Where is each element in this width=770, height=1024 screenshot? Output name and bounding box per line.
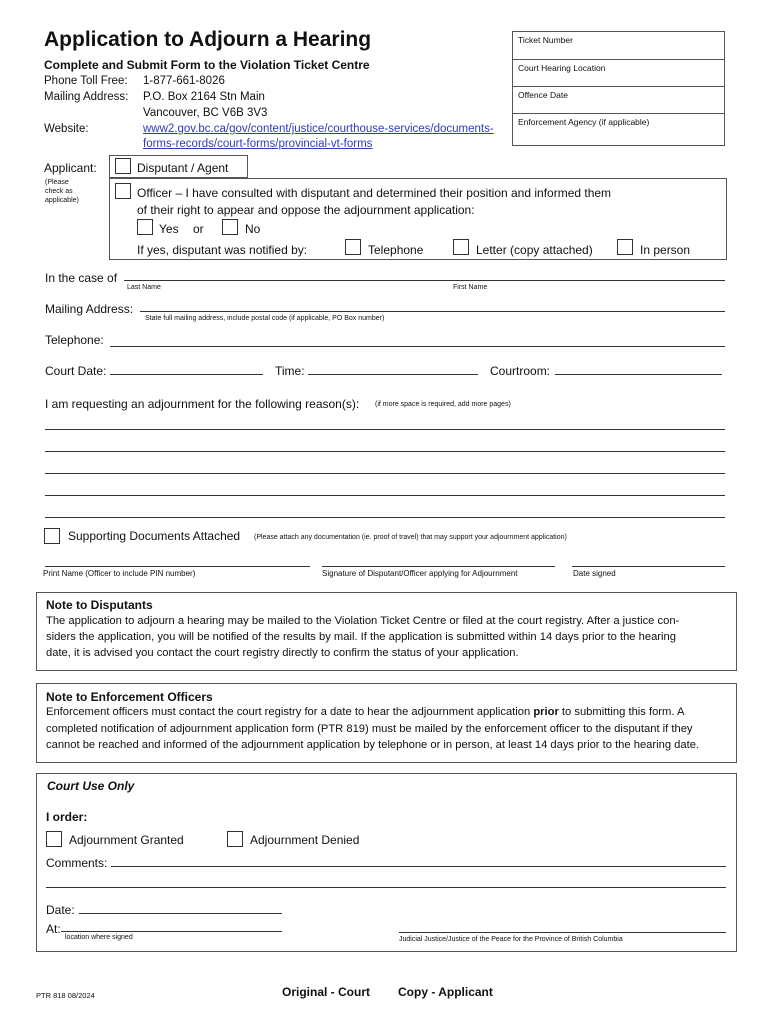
last-name-hint: Last Name (127, 284, 161, 291)
officer-statement-line-1: Officer – I have consulted with disputant and determined their position and informed them (137, 186, 612, 200)
website-label: Website: (44, 123, 89, 135)
adjournment-denied-label: Adjournment Denied (250, 833, 360, 847)
note-to-disputants-box (36, 592, 737, 671)
telephone-label: Telephone: (45, 333, 104, 347)
telephone-checkbox[interactable] (345, 239, 361, 255)
mailing-line-1: P.O. Box 2164 Stn Main (143, 91, 265, 103)
mailing-address-hint: State full mailing address, include postal code (if applicable, PO Box number) (145, 315, 385, 322)
note-officers-line-1c: to submitting this form. A (558, 706, 685, 718)
print-name-hint: Print Name (Officer to include PIN number) (43, 569, 196, 578)
officer-checkbox[interactable] (115, 183, 131, 199)
note-disputants-line-1: The application to adjourn a hearing may be mailed to the Violation Ticket Centre or filed at the court registry. After a justice con- (46, 615, 680, 627)
applicant-note-3: applicable) (45, 197, 79, 204)
mailing-address-label: Mailing Address: (45, 302, 134, 316)
page-title: Application to Adjourn a Hearing (44, 28, 372, 51)
court-use-only-box (36, 773, 737, 952)
applicant-note-1: (Please (45, 179, 69, 186)
comments-input-line-1[interactable] (111, 866, 726, 867)
disputant-agent-checkbox[interactable] (115, 158, 131, 174)
no-checkbox[interactable] (222, 219, 238, 235)
note-to-officers-box (36, 683, 737, 763)
ticket-number-field[interactable]: Ticket Number (518, 35, 573, 45)
adjournment-granted-label: Adjournment Granted (69, 833, 184, 847)
reason-line-3[interactable] (45, 473, 725, 474)
court-date-input-line[interactable] (79, 913, 282, 914)
time-label: Time: (275, 364, 305, 378)
page-subtitle: Complete and Submit Form to the Violation Ticket Centre (44, 58, 370, 72)
print-name-input-line[interactable] (45, 566, 310, 567)
note-officers-line-1a: Enforcement officers must contact the court registry for a date to hear the adjournment application (46, 706, 534, 718)
reasons-hint: (if more space is required, add more pages) (375, 401, 511, 408)
first-name-hint: First Name (453, 284, 488, 291)
courtroom-input-line[interactable] (555, 374, 722, 375)
letter-checkbox[interactable] (453, 239, 469, 255)
website-link-line-2[interactable]: forms-records/court-forms/provincial-vt-forms (143, 138, 373, 150)
date-signed-hint: Date signed (573, 569, 616, 578)
footer-original: Original - Court (282, 985, 370, 999)
i-order-label: I order: (46, 810, 88, 824)
supporting-documents-label: Supporting Documents Attached (68, 529, 241, 543)
applicant-label: Applicant: (44, 161, 97, 175)
note-disputants-line-3: date, it is advised you contact the court registry directly to confirm the status of your application. (46, 647, 519, 659)
mailing-line-2: Vancouver, BC V6B 3V3 (143, 107, 268, 119)
name-input-line[interactable] (124, 280, 725, 281)
yes-label: Yes (159, 222, 179, 236)
in-person-option-label: In person (640, 243, 691, 257)
telephone-option-label: Telephone (368, 243, 424, 257)
note-officers-line-1 (46, 704, 684, 721)
in-the-case-of-label: In the case of (45, 271, 118, 285)
date-signed-input-line[interactable] (572, 566, 725, 567)
applicant-note-2: check as (45, 188, 73, 195)
reason-line-2[interactable] (45, 451, 725, 452)
note-officers-heading: Note to Enforcement Officers (46, 690, 213, 704)
reason-line-4[interactable] (45, 495, 725, 496)
reasons-label: I am requesting an adjournment for the following reason(s): (45, 397, 360, 411)
phone-label: Phone Toll Free: (44, 75, 128, 87)
reason-line-5[interactable] (45, 517, 725, 518)
time-input-line[interactable] (308, 374, 478, 375)
court-date-signed-label: Date: (46, 903, 75, 917)
offence-date-field[interactable]: Offence Date (518, 90, 568, 100)
court-date-input-line[interactable] (110, 374, 263, 375)
notified-by-label: If yes, disputant was notified by: (137, 243, 308, 257)
supporting-documents-checkbox[interactable] (44, 528, 60, 544)
court-date-label: Court Date: (45, 364, 107, 378)
location-input-line[interactable] (61, 931, 282, 932)
judicial-signature-hint: Judicial Justice/Justice of the Peace for the Province of British Columbia (399, 936, 623, 943)
court-use-heading: Court Use Only (47, 779, 135, 793)
yes-checkbox[interactable] (137, 219, 153, 235)
ticket-info-box (512, 31, 725, 146)
mailing-address-input-line[interactable] (140, 311, 725, 312)
no-label: No (245, 222, 261, 236)
adjournment-denied-checkbox[interactable] (227, 831, 243, 847)
at-label: At: (46, 922, 61, 936)
comments-label: Comments: (46, 856, 108, 870)
location-hint: location where signed (65, 934, 133, 941)
phone-number: 1-877-661-8026 (143, 75, 225, 87)
courtroom-label: Courtroom: (490, 364, 551, 378)
supporting-documents-hint: (Please attach any documentation (ie. proof of travel) that may support your adjournment application) (254, 534, 567, 541)
signature-input-line[interactable] (322, 566, 555, 567)
note-disputants-heading: Note to Disputants (46, 598, 153, 612)
comments-input-line-2[interactable] (46, 887, 726, 888)
signature-hint: Signature of Disputant/Officer applying for Adjournment (322, 569, 518, 578)
mailing-label: Mailing Address: (44, 91, 129, 103)
note-officers-line-2: completed notification of adjournment application form (PTR 819) must be mailed by the enforcement officer to the disputant if they (46, 723, 693, 735)
form-id: PTR 818 08/2024 (36, 991, 95, 1000)
note-officers-prior-emphasis: prior (533, 706, 559, 718)
in-person-checkbox[interactable] (617, 239, 633, 255)
reason-line-1[interactable] (45, 429, 725, 430)
telephone-input-line[interactable] (110, 346, 725, 347)
or-label: or (193, 222, 204, 236)
note-officers-line-3: cannot be reached and informed of the adjournment application by telephone or in person, at least 14 days prior to the hearing date. (46, 739, 700, 751)
adjournment-granted-checkbox[interactable] (46, 831, 62, 847)
footer-copy: Copy - Applicant (398, 985, 493, 999)
note-disputants-line-2: siders the application, you will be notified of the results by mail. If the application is submitted within 14 days prior to the hearing (46, 631, 676, 643)
judicial-signature-line[interactable] (399, 932, 726, 933)
disputant-agent-label: Disputant / Agent (137, 161, 229, 175)
enforcement-agency-field[interactable]: Enforcement Agency (if applicable) (518, 117, 650, 127)
website-link-line-1[interactable]: www2.gov.bc.ca/gov/content/justice/courthouse-services/documents- (143, 123, 494, 135)
court-location-field[interactable]: Court Hearing Location (518, 63, 606, 73)
letter-option-label: Letter (copy attached) (476, 243, 593, 257)
officer-statement-line-2: of their right to appear and oppose the adjournment application: (137, 203, 475, 217)
